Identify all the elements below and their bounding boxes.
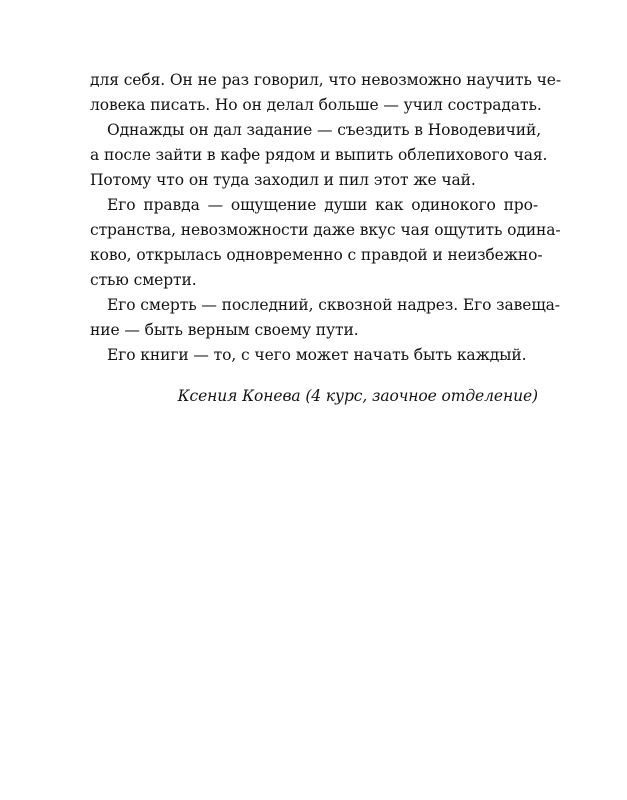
text-line: а после зайти в кафе рядом и выпить облепихового чая. (90, 146, 548, 164)
text-line: для себя. Он не раз говорил, что невозможно научить че- (90, 71, 562, 89)
text-line: ково, открылась одновременно с правдой и неизбежно- (90, 246, 543, 264)
text-line: ние — быть верным своему пути. (90, 321, 359, 339)
text-line: стью смерти. (90, 271, 197, 289)
paragraph-start-line: Однажды он дал задание — съездить в Новодевичий, (107, 121, 542, 139)
text-line: Потому что он туда заходил и пил этот же чай. (90, 171, 476, 189)
paragraph-start-line: Его смерть — последний, сквозной надрез. Его завеща- (107, 296, 560, 314)
text-line: ловека писать. Но он делал больше — учил сострадать. (90, 96, 542, 114)
text-line: странства, невозможности даже вкус чая ощутить одина- (90, 221, 561, 239)
paragraph-start-line: Его правда — ощущение души как одинокого про- (107, 196, 538, 214)
document-page (90, 68, 562, 409)
author-signature: Ксения Конева (4 курс, заочное отделение) (177, 387, 538, 405)
paragraph-start-line: Его книги — то, с чего может начать быть каждый. (107, 346, 527, 364)
